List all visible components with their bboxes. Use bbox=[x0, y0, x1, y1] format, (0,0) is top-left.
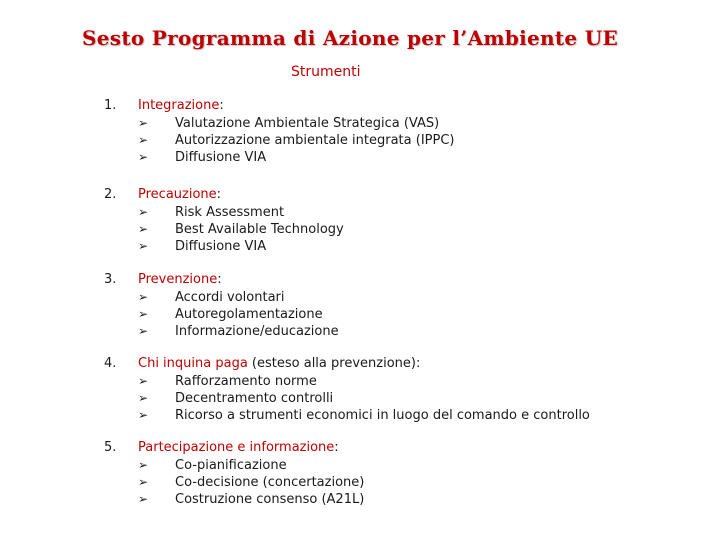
section-heading-label: Integrazione bbox=[138, 98, 220, 113]
arrowhead-bullet-icon: ➢ bbox=[138, 391, 149, 405]
section-heading-suffix: : bbox=[334, 440, 339, 455]
list-item-text: Best Available Technology bbox=[175, 222, 344, 237]
section-heading-suffix: : bbox=[217, 272, 222, 287]
section-heading-suffix: (esteso alla prevenzione): bbox=[247, 356, 421, 371]
section-heading-label: Chi inquina paga bbox=[138, 356, 248, 371]
arrowhead-bullet-icon: ➢ bbox=[138, 116, 149, 130]
list-item-text: Accordi volontari bbox=[175, 290, 285, 305]
arrowhead-bullet-icon: ➢ bbox=[138, 324, 149, 338]
section-heading bbox=[138, 272, 222, 287]
section-heading-label: Prevenzione bbox=[138, 272, 218, 287]
subtitle: Strumenti bbox=[291, 64, 361, 80]
list-item-text: Rafforzamento norme bbox=[175, 374, 317, 389]
list-item-text: Costruzione consenso (A21L) bbox=[175, 492, 365, 507]
arrowhead-bullet-icon: ➢ bbox=[138, 222, 149, 236]
section-number: 4. bbox=[104, 356, 117, 371]
arrowhead-bullet-icon: ➢ bbox=[138, 133, 149, 147]
arrowhead-bullet-icon: ➢ bbox=[138, 239, 149, 253]
list-item-text: Autoregolamentazione bbox=[175, 307, 323, 322]
arrowhead-bullet-icon: ➢ bbox=[138, 290, 149, 304]
section-heading bbox=[138, 98, 224, 113]
arrowhead-bullet-icon: ➢ bbox=[138, 374, 149, 388]
section-number: 5. bbox=[104, 440, 117, 455]
section-heading bbox=[138, 187, 221, 202]
list-item-text: Diffusione VIA bbox=[175, 150, 267, 165]
list-item-text: Risk Assessment bbox=[175, 205, 285, 220]
section-heading-label: Partecipazione e informazione bbox=[138, 440, 335, 455]
list-item-text: Autorizzazione ambientale integrata (IPPC) bbox=[175, 133, 455, 148]
arrowhead-bullet-icon: ➢ bbox=[138, 475, 149, 489]
list-item-text: Informazione/educazione bbox=[175, 324, 339, 339]
list-item-text: Decentramento controlli bbox=[175, 391, 334, 406]
arrowhead-bullet-icon: ➢ bbox=[138, 150, 149, 164]
section-heading-label: Precauzione bbox=[138, 187, 217, 202]
list-item-text: Ricorso a strumenti economici in luogo del comando e controllo bbox=[175, 408, 590, 423]
arrowhead-bullet-icon: ➢ bbox=[138, 458, 149, 472]
section-number: 1. bbox=[104, 98, 117, 113]
section-heading bbox=[138, 356, 420, 371]
list-item-text: Diffusione VIA bbox=[175, 239, 267, 254]
page-title: Sesto Programma di Azione per l’Ambiente UE bbox=[82, 26, 619, 50]
arrowhead-bullet-icon: ➢ bbox=[138, 492, 149, 506]
section-heading bbox=[138, 440, 339, 455]
section-number: 3. bbox=[104, 272, 117, 287]
arrowhead-bullet-icon: ➢ bbox=[138, 205, 149, 219]
list-item-text: Valutazione Ambientale Strategica (VAS) bbox=[175, 116, 440, 131]
section-number: 2. bbox=[104, 187, 117, 202]
section-heading-suffix: : bbox=[219, 98, 224, 113]
list-item-text: Co-decisione (concertazione) bbox=[175, 475, 365, 490]
arrowhead-bullet-icon: ➢ bbox=[138, 307, 149, 321]
section-heading-suffix: : bbox=[216, 187, 222, 202]
arrowhead-bullet-icon: ➢ bbox=[138, 408, 149, 422]
list-item-text: Co-pianificazione bbox=[175, 458, 287, 473]
